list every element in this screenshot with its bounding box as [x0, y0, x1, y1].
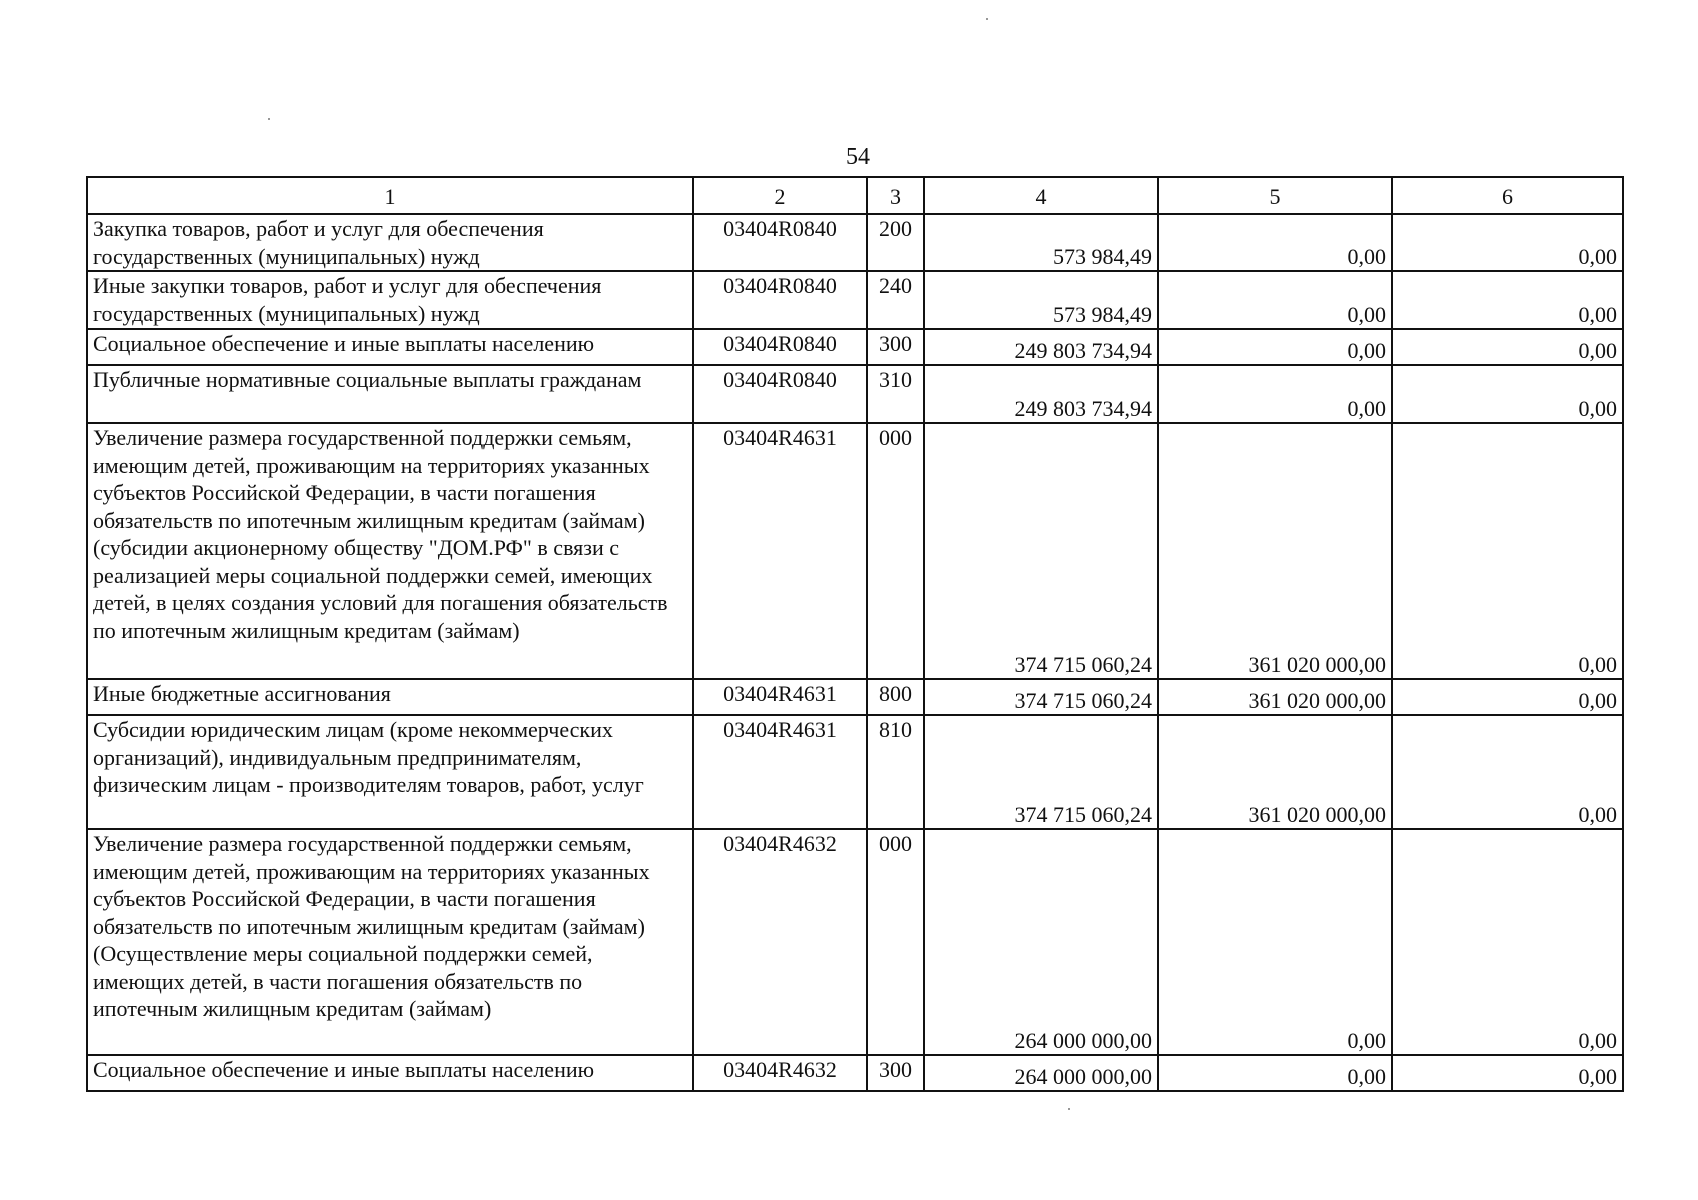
table-row [87, 1055, 1623, 1091]
amount-col4-cell: 573 984,49 [924, 214, 1158, 271]
item-name-cell: Социальное обеспечение и иные выплаты населению [87, 329, 693, 365]
expense-type-cell: 810 [867, 715, 924, 829]
amount-col6-cell: 0,00 [1392, 829, 1623, 1055]
item-name-cell: Социальное обеспечение и иные выплаты населению [87, 1055, 693, 1091]
amount-col6-cell: 0,00 [1392, 1055, 1623, 1091]
target-code-cell: 03404R4632 [693, 1055, 867, 1091]
amount-col5-cell: 361 020 000,00 [1158, 423, 1392, 679]
table-header-row [87, 177, 1623, 214]
amount-col6-cell: 0,00 [1392, 214, 1623, 271]
expense-type-cell: 300 [867, 329, 924, 365]
amount-col5-cell: 0,00 [1158, 214, 1392, 271]
item-name-cell: Закупка товаров, работ и услуг для обеспечения государственных (муниципальных) нужд [87, 214, 693, 271]
amount-col5-cell: 0,00 [1158, 365, 1392, 423]
expense-type-cell: 000 [867, 829, 924, 1055]
item-name-cell: Субсидии юридическим лицам (кроме некоммерческих организаций), индивидуальным предпринимателям, физическим лицам - производителям товаров, работ, услуг [87, 715, 693, 829]
amount-col5-cell: 0,00 [1158, 829, 1392, 1055]
item-name-cell: Увеличение размера государственной поддержки семьям, имеющим детей, проживающим на территориях указанных субъектов Российской Федерации, в части погашения обязательств по ипотечным жилищным кредитам (займам) (Осуществление меры социальной поддержки семей, имеющих детей, в части погашения обязательств по ипотечным жилищным кредитам (займам) [87, 829, 693, 1055]
column-header: 2 [693, 177, 867, 214]
target-code-cell: 03404R0840 [693, 329, 867, 365]
target-code-cell: 03404R4631 [693, 423, 867, 679]
table-row [87, 423, 1623, 679]
amount-col4-cell: 264 000 000,00 [924, 829, 1158, 1055]
amount-col4-cell: 249 803 734,94 [924, 329, 1158, 365]
amount-col4-cell: 249 803 734,94 [924, 365, 1158, 423]
amount-col6-cell: 0,00 [1392, 271, 1623, 329]
target-code-cell: 03404R0840 [693, 365, 867, 423]
expense-type-cell: 200 [867, 214, 924, 271]
expense-type-cell: 000 [867, 423, 924, 679]
item-name-cell: Иные закупки товаров, работ и услуг для обеспечения государственных (муниципальных) нужд [87, 271, 693, 329]
amount-col6-cell: 0,00 [1392, 715, 1623, 829]
table-row [87, 271, 1623, 329]
amount-col4-cell: 264 000 000,00 [924, 1055, 1158, 1091]
amount-col5-cell: 0,00 [1158, 1055, 1392, 1091]
item-name-cell: Увеличение размера государственной поддержки семьям, имеющим детей, проживающим на территориях указанных субъектов Российской Федерации, в части погашения обязательств по ипотечным жилищным кредитам (займам) (субсидии акционерному обществу "ДОМ.РФ" в связи с реализацией меры социальной поддержки семей, имеющих детей, в целях создания условий для погашения обязательств по ипотечным жилищным кредитам (займам) [87, 423, 693, 679]
amount-col5-cell: 361 020 000,00 [1158, 679, 1392, 715]
page-number: 54 [846, 144, 870, 170]
target-code-cell: 03404R0840 [693, 271, 867, 329]
table-row [87, 715, 1623, 829]
amount-col4-cell: 573 984,49 [924, 271, 1158, 329]
column-header: 3 [867, 177, 924, 214]
target-code-cell: 03404R4631 [693, 715, 867, 829]
column-header: 6 [1392, 177, 1623, 214]
amount-col6-cell: 0,00 [1392, 329, 1623, 365]
scan-speck [986, 18, 988, 20]
table-row [87, 365, 1623, 423]
amount-col5-cell: 361 020 000,00 [1158, 715, 1392, 829]
item-name-cell: Публичные нормативные социальные выплаты гражданам [87, 365, 693, 423]
target-code-cell: 03404R0840 [693, 214, 867, 271]
expense-type-cell: 240 [867, 271, 924, 329]
target-code-cell: 03404R4632 [693, 829, 867, 1055]
amount-col4-cell: 374 715 060,24 [924, 715, 1158, 829]
expense-type-cell: 800 [867, 679, 924, 715]
amount-col4-cell: 374 715 060,24 [924, 423, 1158, 679]
target-code-cell: 03404R4631 [693, 679, 867, 715]
budget-table [86, 176, 1624, 1092]
amount-col6-cell: 0,00 [1392, 423, 1623, 679]
amount-col5-cell: 0,00 [1158, 329, 1392, 365]
amount-col6-cell: 0,00 [1392, 365, 1623, 423]
table-row [87, 829, 1623, 1055]
column-header: 1 [87, 177, 693, 214]
expense-type-cell: 300 [867, 1055, 924, 1091]
scan-speck [268, 118, 270, 120]
amount-col6-cell: 0,00 [1392, 679, 1623, 715]
table-row [87, 329, 1623, 365]
item-name-cell: Иные бюджетные ассигнования [87, 679, 693, 715]
amount-col5-cell: 0,00 [1158, 271, 1392, 329]
column-header: 4 [924, 177, 1158, 214]
amount-col4-cell: 374 715 060,24 [924, 679, 1158, 715]
column-header: 5 [1158, 177, 1392, 214]
scan-speck [1068, 1108, 1070, 1110]
expense-type-cell: 310 [867, 365, 924, 423]
table-row [87, 679, 1623, 715]
table-row [87, 214, 1623, 271]
